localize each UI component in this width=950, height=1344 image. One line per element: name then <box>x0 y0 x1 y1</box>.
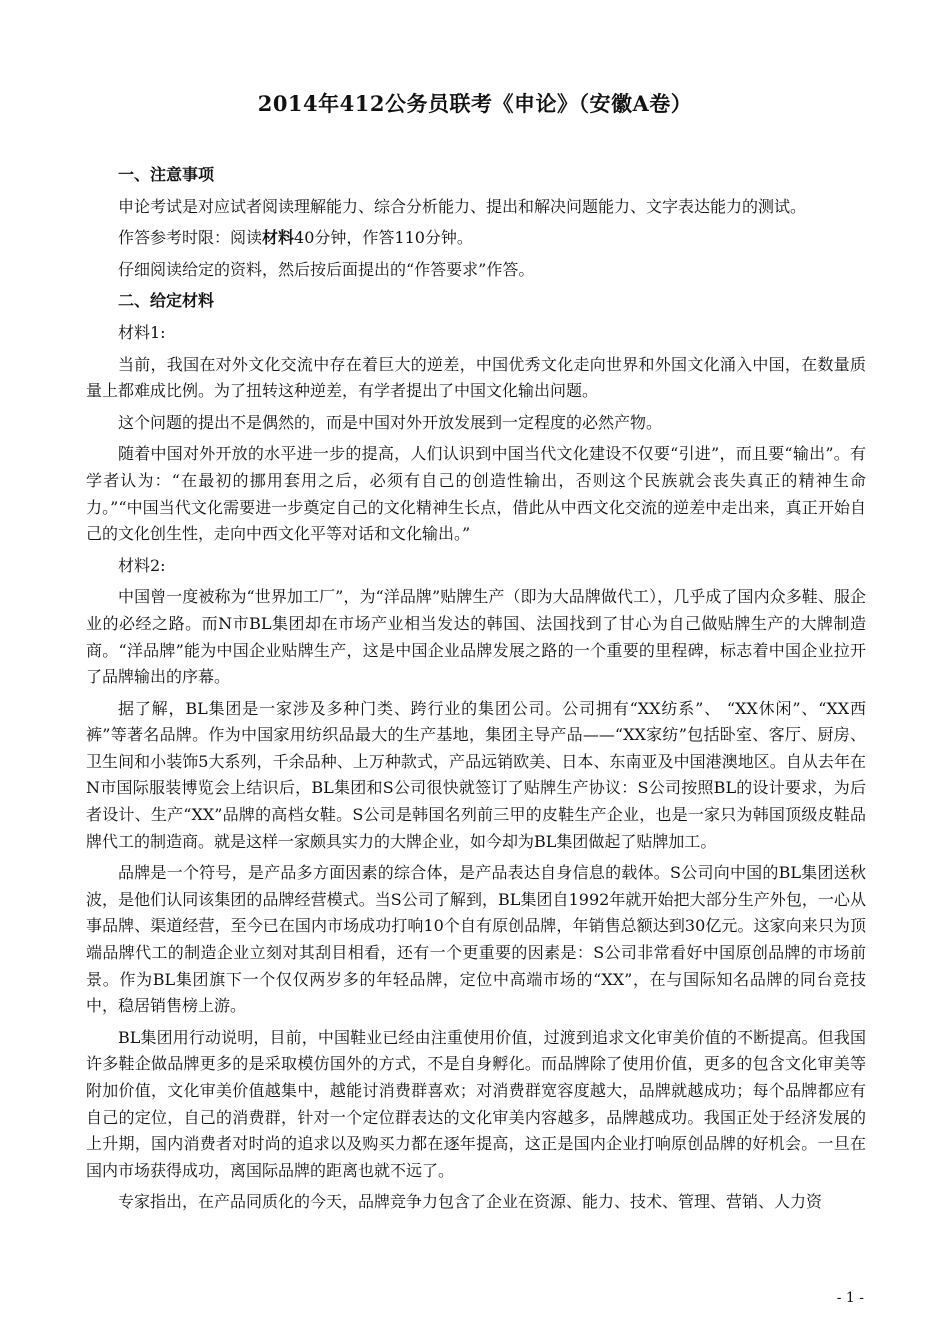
note-line-3: 仔细阅读给定的资料，然后按后面提出的“作答要求”作答。 <box>118 259 535 279</box>
note-line-2-prefix: 作答参考时限：阅读 <box>118 228 263 248</box>
material-2-paragraph-1: 中国曾一度被称为“世界加工厂”，为“洋品牌”贴牌生产（即为大品牌做代工），几乎成了国内众多鞋、服企业的必经之路。而N市BL集团却在市场产业相当发达的韩国、法国找到了甘心为自己做贴牌生产的大牌制造商。“洋品牌”能为中国企业贴牌生产，这是中国企业品牌发展之路的一个重要的里程碑，标志着中国企业拉开了品牌输出的序幕。 <box>86 587 866 687</box>
page-number: - 1 - <box>836 1290 864 1306</box>
material-1-label: 材料1: <box>118 322 166 342</box>
section-heading-notes: 一、注意事项 <box>118 165 215 184</box>
material-1-paragraph-3: 随着中国对外开放的水平进一步的提高，人们认识到中国当代文化建设不仅要“引进”，而且要“输出”。有学者认为：“在最初的挪用套用之后，必须有自己的创造性输出，否则这个民族就会丧失真正的精神生命力。”“中国当代文化需要进一步奠定自己的文化精神生长点，借此从中西文化交流的逆差中走出来，真正开始自己的文化创生性，走向中西文化平等对话和文化输出。” <box>86 444 866 544</box>
section-heading-materials: 二、给定材料 <box>118 291 215 311</box>
material-2-paragraph-4: BL集团用行动说明，目前，中国鞋业已经由注重使用价值，过渡到追求文化审美价值的不断提高。但我国许多鞋企做品牌更多的是采取模仿国外的方式，不是自身孵化。而品牌除了使用价值，更多的包含文化审美等附加价值，文化审美价值越集中，越能讨消费群喜欢；对消费群宽容度越大，品牌就越成功；每个品牌都应有自己的定位，自己的消费群，针对一个定位群表达的文化审美内容越多，品牌越成功。我国正处于经济发展的上升期，国内消费者对时尚的追求以及购买力都在逐年提高，这正是国内企业打响原创品牌的好机会。一旦在国内市场获得成功，离国际品牌的距离也就不远了。 <box>86 1027 866 1180</box>
document-title: 2014年412公务员联考《申论》（安徽A卷） <box>257 91 693 116</box>
note-line-2 <box>86 225 866 252</box>
material-1-paragraph-2: 这个问题的提出不是偶然的，而是中国对外开放发展到一定程度的必然产物。 <box>118 412 663 432</box>
material-2-paragraph-5: 专家指出，在产品同质化的今天，品牌竞争力包含了企业在资源、能力、技术、管理、营销、人力资 <box>118 1192 823 1212</box>
material-2-label: 材料2: <box>118 555 166 575</box>
material-1-paragraph-1: 当前，我国在对外文化交流中存在着巨大的逆差，中国优秀文化走向世界和外国文化涌入中国，在数量质量上都难成比例。为了扭转这种逆差，有学者提出了中国文化输出问题。 <box>86 354 866 401</box>
note-line-2-bold: 材料 <box>262 228 295 248</box>
note-line-1: 申论考试是对应试者阅读理解能力、综合分析能力、提出和解决问题能力、文字表达能力的测试。 <box>118 196 807 216</box>
document-body <box>86 162 866 1221</box>
material-2-paragraph-2: 据了解，BL集团是一家涉及多种门类、跨行业的集团公司。公司拥有“XX纺系”、 “XX休闲”、“XX西裤”等著名品牌。作为中国家用纺织品最大的生产基地，集团主导产品——“XX家纺”包括卧室、客厅、厨房、卫生间和小装饰5大系列，千余品种、上万种款式，产品远销欧美、日本、东南亚及中国港澳地区。自从去年在N市国际服装博览会上结识后，BL集团和S公司很快就签订了贴牌生产协议：S公司按照BL的设计要求，为后者设计、生产“XX”品牌的高档女鞋。S公司是韩国名列前三甲的皮鞋生产企业，也是一家只为韩国顶级皮鞋品牌代工的制造商。就是这样一家颇具实力的大牌企业，如今却为BL集团做起了贴牌加工。 <box>86 698 866 851</box>
material-2-paragraph-3: 品牌是一个符号，是产品多方面因素的综合体，是产品表达自身信息的载体。S公司向中国的BL集团送秋波，是他们认同该集团的品牌经营模式。当S公司了解到，BL集团自1992年就开始把大部分生产外包，一心从事品牌、渠道经营，至今已在国内市场成功打响10个自有原创品牌，年销售总额达到30亿元。这家向来只为顶端品牌代工的制造企业立刻对其刮目相看，还有一个更重要的因素是：S公司非常看好中国原创品牌的市场前景。作为BL集团旗下一个仅仅两岁多的年轻品牌，定位中高端市场的“XX”，在与国际知名品牌的同台竞技中，稳居销售榜上游。 <box>86 863 866 1016</box>
note-line-2-suffix: 40分钟，作答110分钟。 <box>294 228 473 248</box>
